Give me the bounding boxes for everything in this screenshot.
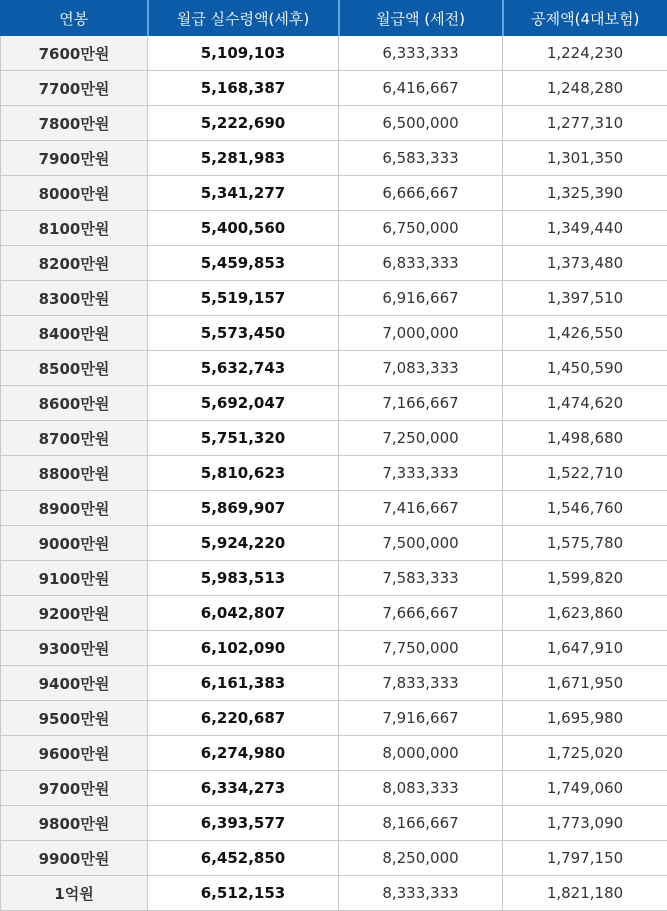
cell-net-monthly: 5,632,743 bbox=[148, 351, 339, 386]
cell-annual-salary: 9200만원 bbox=[1, 596, 148, 631]
cell-deductions: 1,325,390 bbox=[503, 176, 667, 211]
cell-net-monthly: 5,109,103 bbox=[148, 36, 339, 71]
cell-annual-salary: 7900만원 bbox=[1, 141, 148, 176]
cell-net-monthly: 6,274,980 bbox=[148, 736, 339, 771]
cell-annual-salary: 9000만원 bbox=[1, 526, 148, 561]
cell-net-monthly: 6,161,383 bbox=[148, 666, 339, 701]
table-row bbox=[1, 351, 667, 386]
cell-net-monthly: 5,168,387 bbox=[148, 71, 339, 106]
cell-net-monthly: 6,102,090 bbox=[148, 631, 339, 666]
table-row bbox=[1, 281, 667, 316]
cell-gross-monthly: 7,500,000 bbox=[339, 526, 503, 561]
cell-deductions: 1,575,780 bbox=[503, 526, 667, 561]
cell-deductions: 1,797,150 bbox=[503, 841, 667, 876]
table-row bbox=[1, 491, 667, 526]
cell-annual-salary: 8400만원 bbox=[1, 316, 148, 351]
cell-net-monthly: 5,341,277 bbox=[148, 176, 339, 211]
cell-deductions: 1,821,180 bbox=[503, 876, 667, 911]
cell-deductions: 1,474,620 bbox=[503, 386, 667, 421]
cell-net-monthly: 5,983,513 bbox=[148, 561, 339, 596]
table-row bbox=[1, 666, 667, 701]
cell-deductions: 1,397,510 bbox=[503, 281, 667, 316]
cell-net-monthly: 5,400,560 bbox=[148, 211, 339, 246]
cell-gross-monthly: 6,750,000 bbox=[339, 211, 503, 246]
cell-gross-monthly: 8,333,333 bbox=[339, 876, 503, 911]
table-row bbox=[1, 106, 667, 141]
cell-net-monthly: 5,869,907 bbox=[148, 491, 339, 526]
table-row bbox=[1, 246, 667, 281]
cell-net-monthly: 5,751,320 bbox=[148, 421, 339, 456]
table-row bbox=[1, 876, 667, 911]
header-row bbox=[1, 1, 667, 36]
table-row bbox=[1, 141, 667, 176]
table-row bbox=[1, 211, 667, 246]
cell-annual-salary: 9100만원 bbox=[1, 561, 148, 596]
cell-net-monthly: 6,334,273 bbox=[148, 771, 339, 806]
table-row bbox=[1, 701, 667, 736]
table-row bbox=[1, 421, 667, 456]
header-annual-salary: 연봉 bbox=[1, 1, 148, 36]
table-row bbox=[1, 771, 667, 806]
table-row bbox=[1, 71, 667, 106]
cell-net-monthly: 6,220,687 bbox=[148, 701, 339, 736]
cell-net-monthly: 5,519,157 bbox=[148, 281, 339, 316]
table-row bbox=[1, 36, 667, 71]
cell-gross-monthly: 7,750,000 bbox=[339, 631, 503, 666]
cell-net-monthly: 5,459,853 bbox=[148, 246, 339, 281]
cell-gross-monthly: 6,916,667 bbox=[339, 281, 503, 316]
cell-annual-salary: 8800만원 bbox=[1, 456, 148, 491]
table-row bbox=[1, 596, 667, 631]
cell-annual-salary: 9300만원 bbox=[1, 631, 148, 666]
cell-gross-monthly: 7,833,333 bbox=[339, 666, 503, 701]
cell-net-monthly: 6,512,153 bbox=[148, 876, 339, 911]
cell-deductions: 1,546,760 bbox=[503, 491, 667, 526]
table-row bbox=[1, 526, 667, 561]
cell-net-monthly: 5,810,623 bbox=[148, 456, 339, 491]
cell-net-monthly: 5,573,450 bbox=[148, 316, 339, 351]
cell-gross-monthly: 8,000,000 bbox=[339, 736, 503, 771]
cell-gross-monthly: 7,083,333 bbox=[339, 351, 503, 386]
cell-net-monthly: 5,924,220 bbox=[148, 526, 339, 561]
cell-deductions: 1,623,860 bbox=[503, 596, 667, 631]
cell-deductions: 1,277,310 bbox=[503, 106, 667, 141]
table-row bbox=[1, 456, 667, 491]
cell-gross-monthly: 7,000,000 bbox=[339, 316, 503, 351]
cell-annual-salary: 9500만원 bbox=[1, 701, 148, 736]
cell-deductions: 1,725,020 bbox=[503, 736, 667, 771]
header-net-monthly: 월급 실수령액(세후) bbox=[148, 1, 339, 36]
cell-deductions: 1,647,910 bbox=[503, 631, 667, 666]
table-row bbox=[1, 806, 667, 841]
cell-gross-monthly: 7,666,667 bbox=[339, 596, 503, 631]
cell-deductions: 1,301,350 bbox=[503, 141, 667, 176]
cell-gross-monthly: 7,416,667 bbox=[339, 491, 503, 526]
cell-deductions: 1,450,590 bbox=[503, 351, 667, 386]
cell-deductions: 1,749,060 bbox=[503, 771, 667, 806]
table-header bbox=[1, 1, 667, 36]
cell-deductions: 1,349,440 bbox=[503, 211, 667, 246]
cell-annual-salary: 7800만원 bbox=[1, 106, 148, 141]
cell-annual-salary: 8200만원 bbox=[1, 246, 148, 281]
cell-annual-salary: 9800만원 bbox=[1, 806, 148, 841]
cell-annual-salary: 7600만원 bbox=[1, 36, 148, 71]
cell-gross-monthly: 7,583,333 bbox=[339, 561, 503, 596]
cell-deductions: 1,498,680 bbox=[503, 421, 667, 456]
cell-deductions: 1,426,550 bbox=[503, 316, 667, 351]
cell-annual-salary: 9900만원 bbox=[1, 841, 148, 876]
cell-deductions: 1,248,280 bbox=[503, 71, 667, 106]
cell-net-monthly: 6,393,577 bbox=[148, 806, 339, 841]
header-deductions: 공제액(4대보험) bbox=[503, 1, 667, 36]
cell-annual-salary: 8900만원 bbox=[1, 491, 148, 526]
cell-annual-salary: 7700만원 bbox=[1, 71, 148, 106]
cell-net-monthly: 6,452,850 bbox=[148, 841, 339, 876]
table-row bbox=[1, 736, 667, 771]
cell-gross-monthly: 7,333,333 bbox=[339, 456, 503, 491]
header-gross-monthly: 월급액 (세전) bbox=[339, 1, 503, 36]
table-row bbox=[1, 176, 667, 211]
cell-gross-monthly: 7,250,000 bbox=[339, 421, 503, 456]
table-body bbox=[1, 36, 667, 911]
cell-gross-monthly: 6,666,667 bbox=[339, 176, 503, 211]
cell-deductions: 1,373,480 bbox=[503, 246, 667, 281]
cell-gross-monthly: 6,583,333 bbox=[339, 141, 503, 176]
cell-net-monthly: 5,222,690 bbox=[148, 106, 339, 141]
table-row bbox=[1, 561, 667, 596]
cell-gross-monthly: 6,500,000 bbox=[339, 106, 503, 141]
cell-net-monthly: 5,692,047 bbox=[148, 386, 339, 421]
cell-gross-monthly: 8,083,333 bbox=[339, 771, 503, 806]
cell-net-monthly: 5,281,983 bbox=[148, 141, 339, 176]
cell-deductions: 1,522,710 bbox=[503, 456, 667, 491]
table-row bbox=[1, 631, 667, 666]
cell-gross-monthly: 8,166,667 bbox=[339, 806, 503, 841]
cell-net-monthly: 6,042,807 bbox=[148, 596, 339, 631]
cell-gross-monthly: 7,916,667 bbox=[339, 701, 503, 736]
cell-annual-salary: 9600만원 bbox=[1, 736, 148, 771]
cell-gross-monthly: 6,416,667 bbox=[339, 71, 503, 106]
cell-annual-salary: 1억원 bbox=[1, 876, 148, 911]
cell-annual-salary: 8600만원 bbox=[1, 386, 148, 421]
table-row bbox=[1, 316, 667, 351]
cell-annual-salary: 9400만원 bbox=[1, 666, 148, 701]
cell-annual-salary: 9700만원 bbox=[1, 771, 148, 806]
cell-gross-monthly: 6,833,333 bbox=[339, 246, 503, 281]
cell-deductions: 1,599,820 bbox=[503, 561, 667, 596]
cell-annual-salary: 8500만원 bbox=[1, 351, 148, 386]
cell-gross-monthly: 7,166,667 bbox=[339, 386, 503, 421]
cell-deductions: 1,695,980 bbox=[503, 701, 667, 736]
cell-annual-salary: 8700만원 bbox=[1, 421, 148, 456]
table-row bbox=[1, 841, 667, 876]
cell-annual-salary: 8300만원 bbox=[1, 281, 148, 316]
cell-gross-monthly: 8,250,000 bbox=[339, 841, 503, 876]
cell-deductions: 1,671,950 bbox=[503, 666, 667, 701]
cell-annual-salary: 8000만원 bbox=[1, 176, 148, 211]
table-row bbox=[1, 386, 667, 421]
cell-deductions: 1,224,230 bbox=[503, 36, 667, 71]
cell-gross-monthly: 6,333,333 bbox=[339, 36, 503, 71]
cell-deductions: 1,773,090 bbox=[503, 806, 667, 841]
cell-annual-salary: 8100만원 bbox=[1, 211, 148, 246]
